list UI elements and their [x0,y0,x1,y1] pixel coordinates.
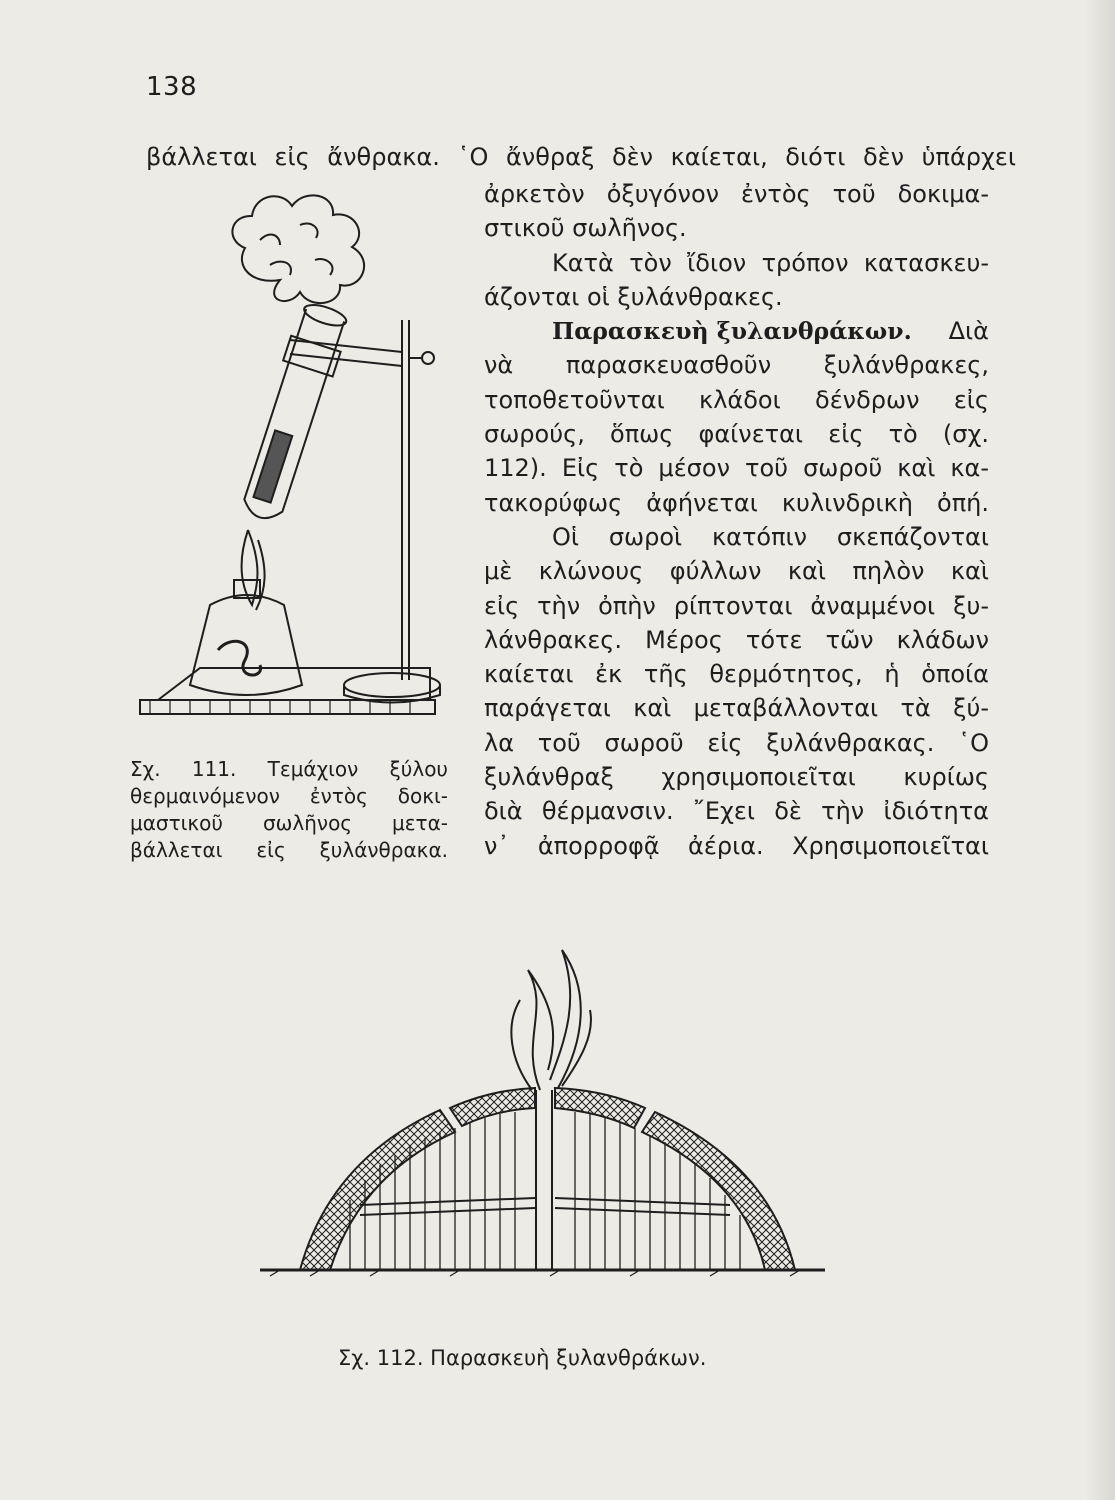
body-line: ξυλάνθραξ χρησιμοποιεῖται κυρίως [484,763,989,792]
body-line-tail: Διὰ [948,317,989,346]
body-line: Οἱ σωροὶ κατόπιν σκεπάζονται [552,522,989,551]
smoke-cloud [232,195,364,303]
body-text-column [484,177,989,863]
fig112-charcoal-kiln-illustration [250,930,830,1290]
body-line: λα τοῦ σωροῦ εἰς ξυλάνθρακας. ῾Ο [484,728,989,757]
body-line: τοποθετοῦνται κλάδοι δένδρων εἰς [484,385,989,414]
page-number: 138 [146,72,198,102]
caption-line: θερμαινόμενον ἐντὸς δοκι- [130,784,448,808]
body-line: λάνθρακες. Μέρος τότε τῶν κλάδων [484,625,989,654]
first-line-text: βάλλεται εἰς ἄνθρακα. ῾Ο ἄνθραξ δὲν καίεται, διότι δὲν ὑπάρχει [146,143,1016,171]
figure-111-caption [130,756,448,864]
section-heading [552,314,912,348]
body-line: καίεται ἐκ τῆς θερμότητος, ἡ ὁποία [484,660,989,689]
body-line: νὰ παρασκευασθοῦν ξυλάνθρακες, [484,351,989,380]
body-line-first [146,140,1016,174]
stand-base [344,673,440,697]
clamp-arm [290,340,402,366]
body-line: ἀρκετὸν ὀξυγόνον ἐντὸς τοῦ δοκιμα- [484,180,989,208]
kiln-covering [300,1110,455,1270]
body-line: διὰ θέρμανσιν. ῎Εχει δὲ τὴν ἰδιότητα [484,797,989,826]
caption-line: βάλλεται εἰς ξυλάνθρακα. [130,838,448,862]
body-line: τακορύφως ἀφήνεται κυλινδρικὴ ὀπή. [484,488,989,517]
heading-word-2: ξυλανθράκων. [716,317,912,346]
body-line: παράγεται καὶ μεταβάλλονται τὰ ξύ- [484,694,989,723]
body-line: εἰς τὴν ὀπὴν ρίπτονται ἀναμμένοι ξυ- [484,591,989,620]
body-line: άζονται οἱ ξυλάνθρακες. [484,282,783,311]
paragraph-heading-line [484,314,989,348]
kiln-flames [511,950,591,1090]
caption-line: Σχ. 111. Τεμάχιον ξύλου [130,757,448,781]
fig111-test-tube-illustration [130,180,450,740]
heading-word: Παρασκευὴ [552,317,709,346]
body-line: ν᾽ ἀπορροφᾷ ἀέρια. Χρησιμοποιεῖται [484,831,989,860]
body-line: μὲ κλώνους φύλλων καὶ πηλὸν καὶ [484,557,989,586]
body-line: στικοῦ σωλῆνος. [484,214,687,243]
body-line: σωρούς, ὅπως φαίνεται εἰς τὸ (σχ. [484,420,989,449]
figure-112-caption: Σχ. 112. Παρασκευὴ ξυλανθράκων. [338,1346,707,1370]
body-line: 112). Εἰς τὸ μέσον τοῦ σωροῦ καὶ κα- [484,454,989,483]
page-edge-shadow [1085,0,1115,1500]
caption-line: μαστικοῦ σωλῆνος μετα- [130,811,448,835]
body-line: Κατὰ τὸν ἴδιον τρόπον κατασκευ- [552,248,989,277]
